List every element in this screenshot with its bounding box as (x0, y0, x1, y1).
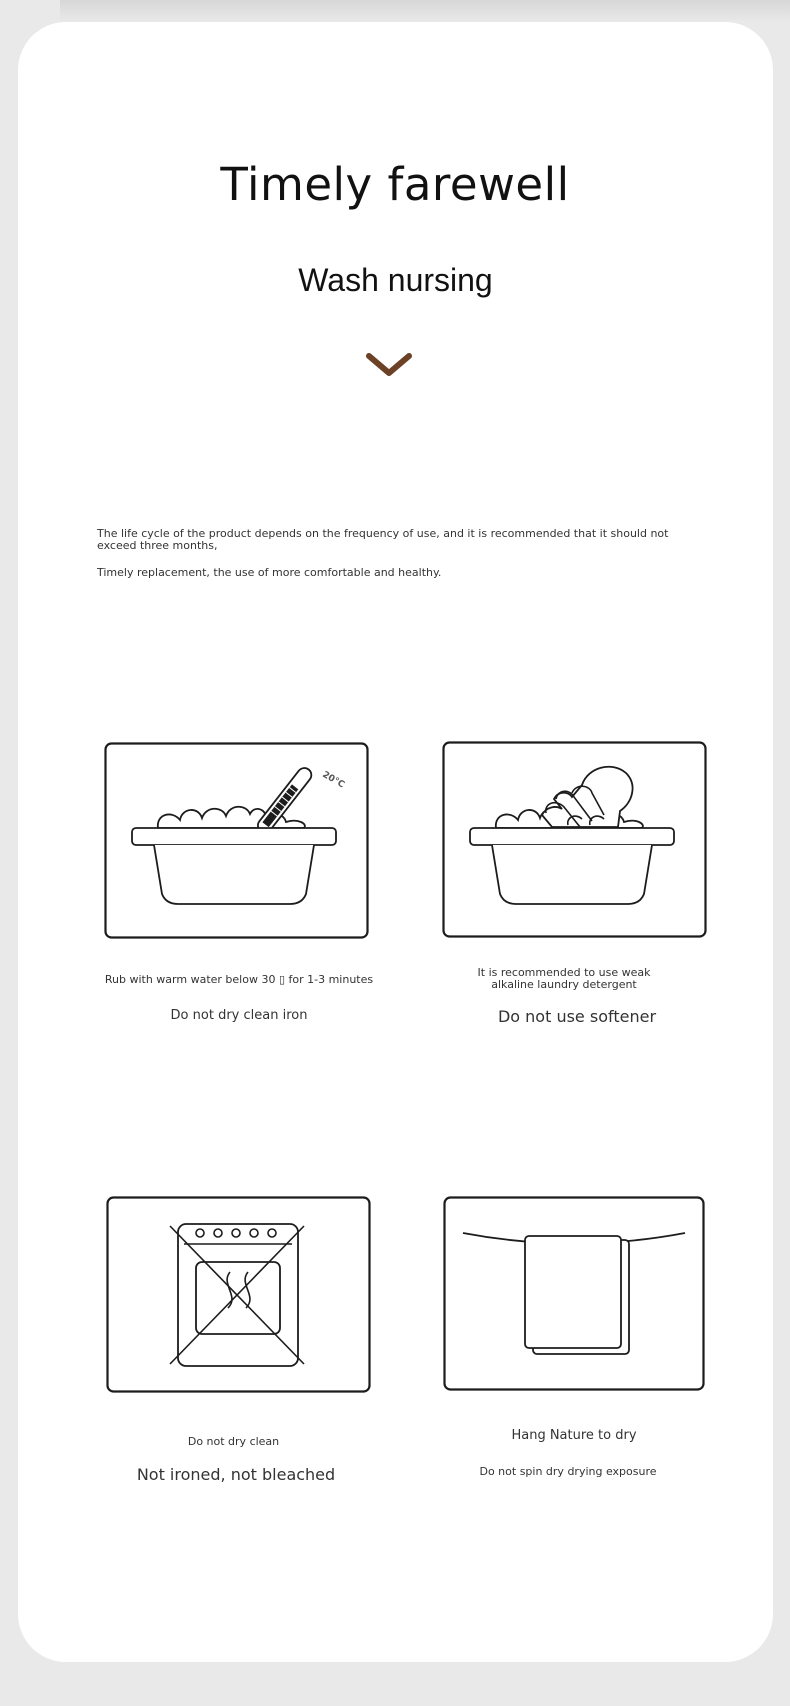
chevron-down-icon (365, 352, 413, 378)
caption-not-ironed-bleached: Not ironed, not bleached (136, 1465, 336, 1484)
caption-hang-dry: Hang Nature to dry (511, 1428, 637, 1443)
caption-no-spin-dry: Do not spin dry drying exposure (479, 1465, 657, 1478)
care-panel-warm-water (104, 742, 369, 939)
hand-wash-basin-icon (442, 741, 707, 938)
care-panel-hand-wash (442, 741, 707, 938)
no-tumble-dry-icon (106, 1196, 371, 1393)
intro-replacement-text: Timely replacement, the use of more comfortable and healthy. (97, 566, 442, 579)
caption-no-softener: Do not use softener (497, 1007, 657, 1026)
page-subtitle: Wash nursing (298, 262, 493, 298)
care-panel-no-dry-clean (106, 1196, 371, 1393)
top-shadow (60, 0, 790, 22)
caption-no-dry-clean-iron: Do not dry clean iron (170, 1008, 308, 1023)
page-title: Timely farewell (220, 158, 570, 211)
thermometer-label: 20°C (320, 769, 346, 791)
caption-weak-alkaline: It is recommended to use weak alkaline laundry detergent (477, 966, 651, 991)
care-panel-hang-dry (443, 1196, 705, 1391)
caption-do-not-dry-clean: Do not dry clean (187, 1435, 280, 1448)
intro-lifecycle-text: The life cycle of the product depends on the frequency of use, and it is recommended that it should not exceed three months, (97, 527, 669, 552)
hang-dry-icon (443, 1196, 705, 1391)
caption-warm-water: Rub with warm water below 30 ▯ for 1-3 minutes (104, 973, 374, 986)
warm-water-basin-thermometer-icon (104, 742, 369, 939)
